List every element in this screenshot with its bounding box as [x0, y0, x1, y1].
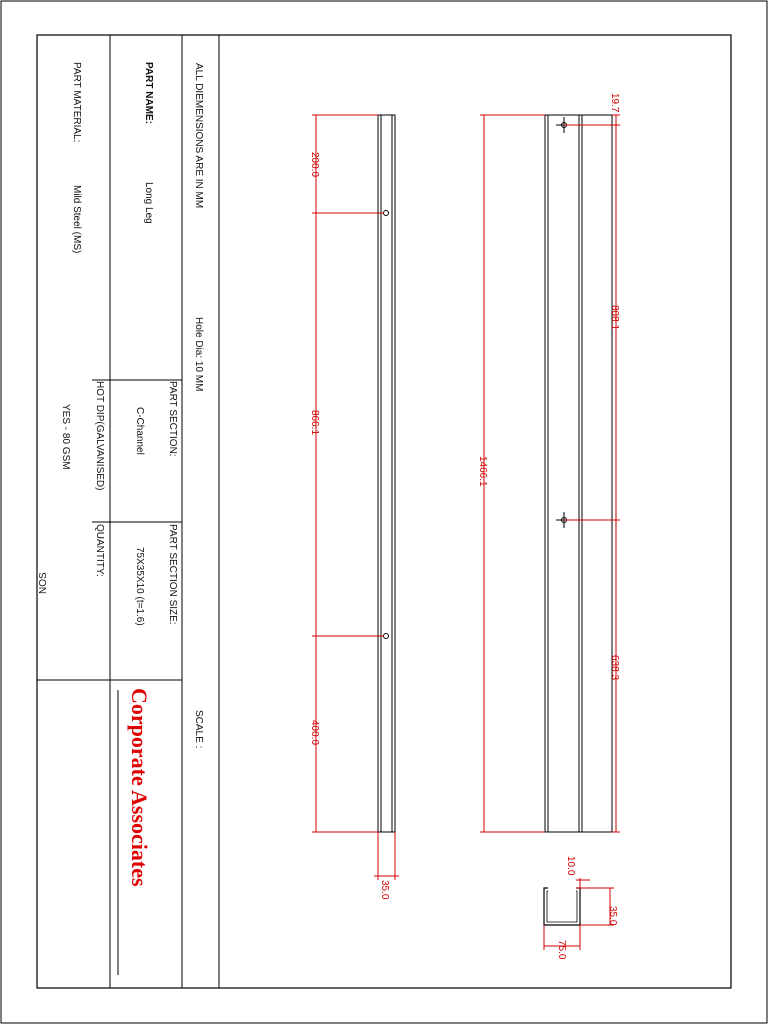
part-material-label: PART MATERIAL: — [71, 62, 82, 143]
dim-side-top: 200.0 — [309, 152, 320, 178]
hot-dip-value: YES - 80 GSM — [60, 404, 71, 470]
side-view — [309, 115, 399, 900]
title-block — [37, 35, 219, 988]
quantity-value: NOS — [38, 572, 49, 594]
dim-section-lip: 10.0 — [565, 856, 576, 876]
dim-front-top: 19.7 — [609, 93, 620, 113]
hole-marker — [384, 211, 389, 216]
hole-dia-note: Hole Dia: 10 MM — [193, 317, 204, 392]
dim-side-bottom: 400.0 — [309, 720, 320, 746]
dim-side-width: 35.0 — [379, 880, 390, 900]
dim-section-flange: 35.0 — [607, 906, 618, 926]
part-name-label: PART NAME: — [143, 62, 154, 125]
scale-label: SCALE : — [193, 710, 204, 749]
part-section-size-value: 75X35X10 (t=1.6) — [134, 547, 145, 626]
c-section-profile — [544, 888, 580, 925]
company-name: Corporate Associates — [127, 688, 152, 887]
part-material-value: Mild Steel (MS) — [71, 185, 82, 254]
section-view — [544, 856, 618, 960]
dim-front-bottom: 638.3 — [609, 655, 620, 681]
dim-side-mid: 866.1 — [309, 410, 320, 436]
part-name-value: Long Leg — [143, 182, 154, 224]
sheet-border — [1, 1, 767, 1023]
part-section-value: C-Channel — [134, 407, 145, 455]
dim-front-total: 1466.1 — [477, 456, 488, 487]
dim-front-mid: 808.1 — [609, 305, 620, 331]
hole-marker — [384, 634, 389, 639]
part-section-size-label: PART SECTION SIZE: — [167, 524, 178, 625]
front-view — [477, 93, 620, 832]
hot-dip-label: HOT DIP(GALVANISED) — [94, 381, 105, 491]
c-section-inner — [547, 891, 577, 922]
part-section-label: PART SECTION: — [167, 381, 178, 457]
quantity-label: QUANTITY: — [94, 524, 105, 577]
dim-section-web: 75.0 — [556, 940, 567, 960]
dimensions-note: ALL DIEMENSIONS ARE IN MM — [193, 63, 204, 209]
